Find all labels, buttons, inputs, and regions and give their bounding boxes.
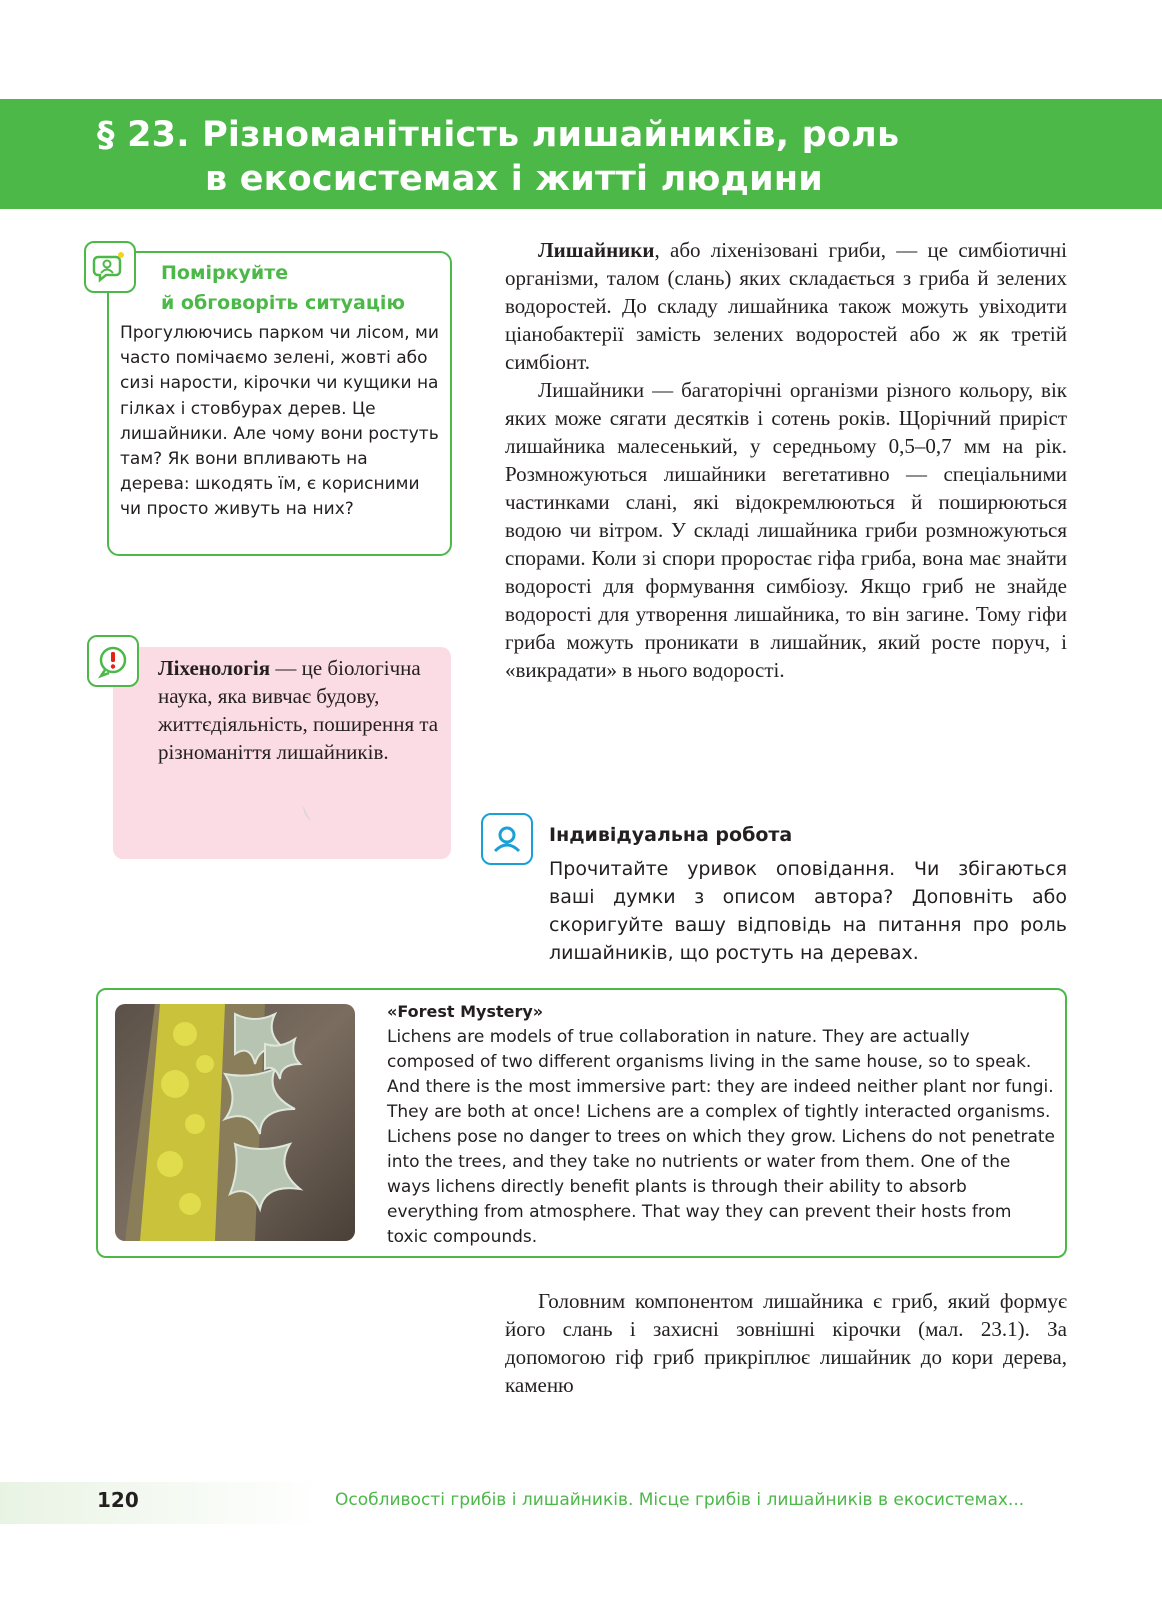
individual-work-icon (481, 813, 533, 865)
term-lichens: Лишайники (538, 238, 655, 262)
footer-band (0, 1482, 320, 1524)
discussion-icon (84, 241, 136, 293)
section-title-line1: § 23. Різноманітність лишайників, роль (97, 115, 900, 155)
definition-body: — це біологічна наука, яка вивчає будову, життєдіяльність, поширення та різноманіття лишайників. (158, 656, 439, 764)
definition-text (158, 654, 443, 766)
page-number: 120 (97, 1488, 139, 1512)
lichen-photo (115, 1004, 355, 1241)
story-title: «Forest Mystery» (387, 1002, 544, 1021)
paragraph-1: Лишайники, або ліхенізовані гриби, — це симбіотичні організми, талом (слань) яких складається з гриба й зелених водоростей. До складу лишайника також можуть увіходити ціанобактерії замість зелених водоростей або ж як третій симбіонт. (505, 238, 1067, 374)
individual-work-title: Індивідуальна робота (549, 824, 793, 846)
individual-work-text: Прочитайте уривок оповідання. Чи збігаються ваші думки з описом автора? Доповніть або скоригуйте вашу відповідь на питання про роль лишайників, що ростуть на деревах. (549, 858, 1067, 964)
attention-icon (87, 635, 139, 687)
paragraph-2: Лишайники — багаторічні організми різного кольору, вік яких може сягати десятків і сотень років. Щорічний приріст лишайника малесенький, у середньому 0,5–0,7 мм на рік. Розмножуються лишайники вегетативно — спеціальними частинками слані, які відокремлюються й поширюються водою чи вітром. У складі лишайника гриби розмножуються спорами. Коли зі спори проростає гіфа гриба, вона має знайти водорості для формування симбіозу. Якщо гриб не знайде водорості для утворення лишайника, то він загине. Тому гіфи гриба можуть проникати в лишайник, який росте поруч, і «викрадати» в нього водорості. (505, 378, 1067, 682)
discussion-text: Прогулюючись парком чи лісом, ми часто помічаємо зелені, жовті або сизі нарости, кірочки чи кущики на гілках і стовбурах дерев. Це лишайники. Але чому вони ростуть там? Як вони впливають на дерева: шкодять їм, є корисними чи просто живуть на них? (120, 323, 439, 520)
running-title: Особливості грибів і лишайників. Місце грибів і лишайників в екосистемах... (335, 1490, 1025, 1510)
definition-term: Ліхенологія (158, 656, 271, 680)
section-title-line2: в екосистемах і житті людини (205, 159, 823, 199)
story-text: Lichens are models of true collaboration in nature. They are actually composed of two different organisms living in the same house, so to speak. And there is the most immersive part: they are indeed neither plant nor fungi. They are both at once! Lichens are a complex of tightly interacted organisms. Lichens pose no danger to trees on which they grow. Lichens do not penetrate into the trees, and they take no nutrients or water from them. One of the ways lichens directly benefit plants is through their ability to absorb everything from atmosphere. That way they can prevent their hosts from toxic compounds. (387, 1027, 1056, 1247)
main-text (505, 236, 1067, 684)
discussion-title: Поміркуйте й обговоріть ситуацію (161, 262, 405, 314)
paragraph-3: Головним компонентом лишайника є гриб, який формує його слань і захисні зовнішні кірочки (мал. 23.1). За допомогою гіф гриб прикріплює лишайник до кори дерева, каменю (505, 1289, 1067, 1397)
main-text-continued (505, 1287, 1067, 1399)
